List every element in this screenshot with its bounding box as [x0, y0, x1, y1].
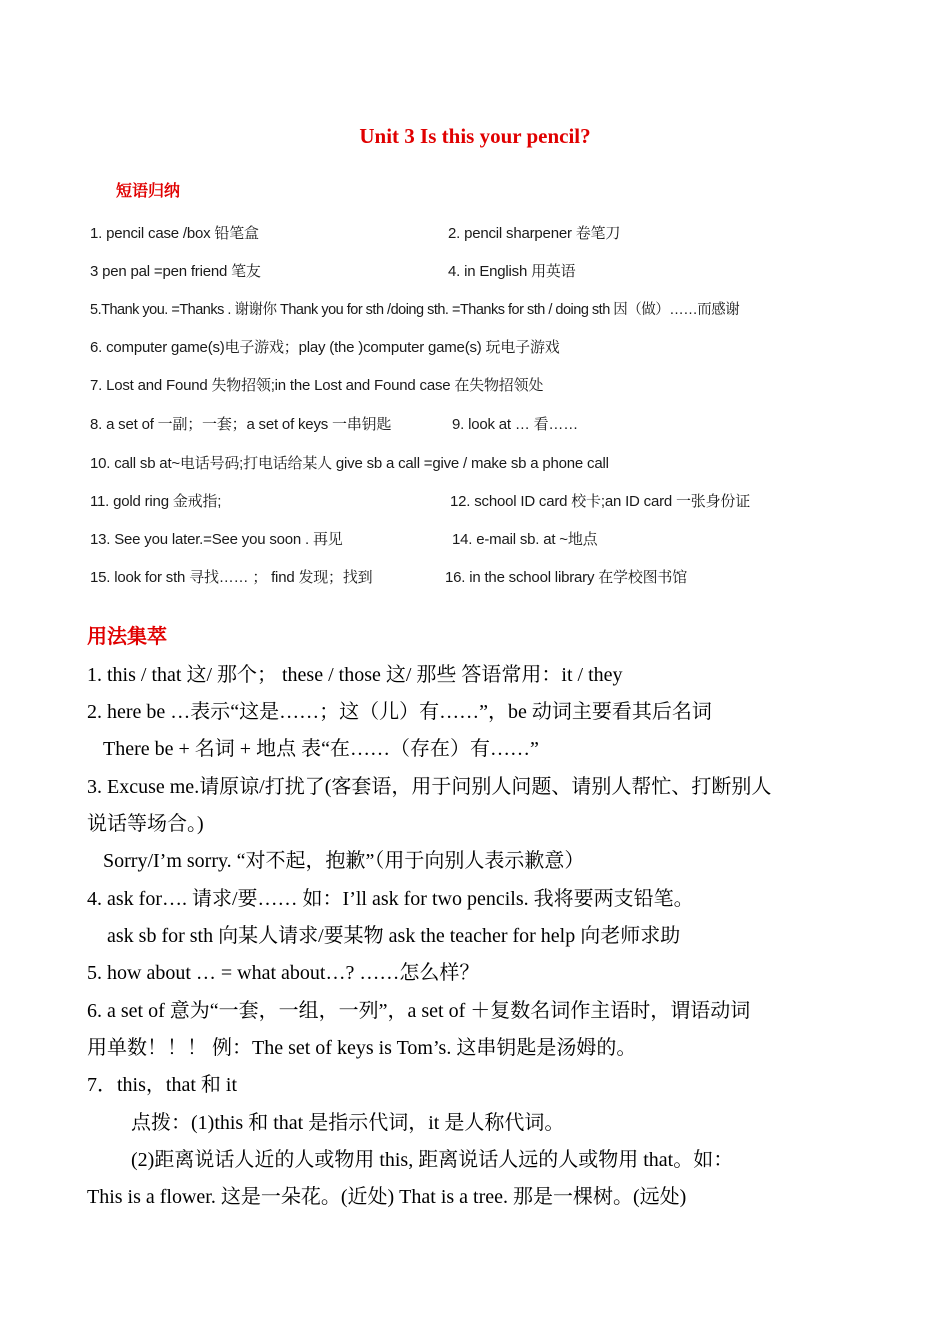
document-title: Unit 3 Is this your pencil? [359, 124, 591, 148]
phrase-item: 4. in English 用英语 [448, 263, 576, 280]
phrase-item: 16. in the school library 在学校图书馆 [445, 569, 688, 586]
phrase-item: 10. call sb at~电话号码;打电话给某人 give sb a call =give / make sb a phone call [90, 455, 609, 472]
phrase-item: 5.Thank you. =Thanks . 谢谢你 Thank you for sth /doing sth. =Thanks for sth / doing sth 因（做）……而感谢 [90, 302, 740, 318]
usage-line: (2)距离说话人近的人或物用 this, 距离说话人远的人或物用 that。如： [131, 1149, 734, 1171]
phrase-item: 7. Lost and Found 失物招领;in the Lost and Found case 在失物招领处 [90, 377, 544, 394]
phrase-item: 1. pencil case /box 铅笔盒 [90, 225, 259, 242]
phrase-item: 14. e-mail sb. at ~地点 [452, 531, 598, 548]
usage-line: Sorry/I’m sorry. “对不起，抱歉”（用于向别人表示歉意） [103, 850, 585, 872]
phrase-item: 8. a set of 一副；一套；a set of keys 一串钥匙 [90, 416, 392, 433]
phrase-item: 9. look at … 看…… [452, 416, 579, 433]
usage-heading: 用法集萃 [87, 624, 167, 648]
phrase-item: 15. look for sth 寻找…… ； find 发现；找到 [90, 569, 373, 586]
phrase-item: 11. gold ring 金戒指; [90, 493, 222, 510]
usage-line: 6. a set of 意为“一套，一组，一列”，a set of ＋复数名词作主语时，谓语动词 [87, 1000, 751, 1022]
usage-line: 1. this / that 这/ 那个； these / those 这/ 那些 答语常用：it / they [87, 664, 623, 686]
phrase-item: 6. computer game(s)电子游戏；play (the )computer game(s) 玩电子游戏 [90, 339, 560, 356]
usage-line: 2. here be …表示“这是……；这（儿）有……”，be 动词主要看其后名词 [87, 701, 712, 723]
usage-line: There be + 名词 + 地点 表“在……（存在）有……” [103, 738, 539, 760]
usage-line: 说话等场合。) [87, 813, 204, 835]
usage-line: 7．this，that 和 it [87, 1074, 237, 1096]
usage-line: 点拨：(1)this 和 that 是指示代词，it 是人称代词。 [131, 1112, 565, 1134]
phrase-item: 3 pen pal =pen friend 笔友 [90, 263, 261, 280]
usage-line: 5. how about … = what about…? ……怎么样？ [87, 962, 480, 984]
phrases-heading: 短语归纳 [116, 181, 181, 200]
phrase-item: 2. pencil sharpener 卷笔刀 [448, 225, 621, 242]
usage-line: This is a flower. 这是一朵花。(近处) That is a tree. 那是一棵树。(远处) [87, 1186, 687, 1208]
usage-line: 3. Excuse me.请原谅/打扰了(客套语，用于问别人问题、请别人帮忙、打断别人 [87, 776, 772, 798]
usage-line: 用单数！！！ 例：The set of keys is Tom’s. 这串钥匙是汤姆的。 [87, 1037, 637, 1059]
phrase-item: 12. school ID card 校卡;an ID card 一张身份证 [450, 493, 750, 510]
usage-line: 4. ask for…. 请求/要…… 如：I’ll ask for two pencils. 我将要两支铅笔。 [87, 888, 694, 910]
phrase-item: 13. See you later.=See you soon . 再见 [90, 531, 343, 548]
usage-line: ask sb for sth 向某人请求/要某物 ask the teacher for help 向老师求助 [107, 925, 681, 947]
